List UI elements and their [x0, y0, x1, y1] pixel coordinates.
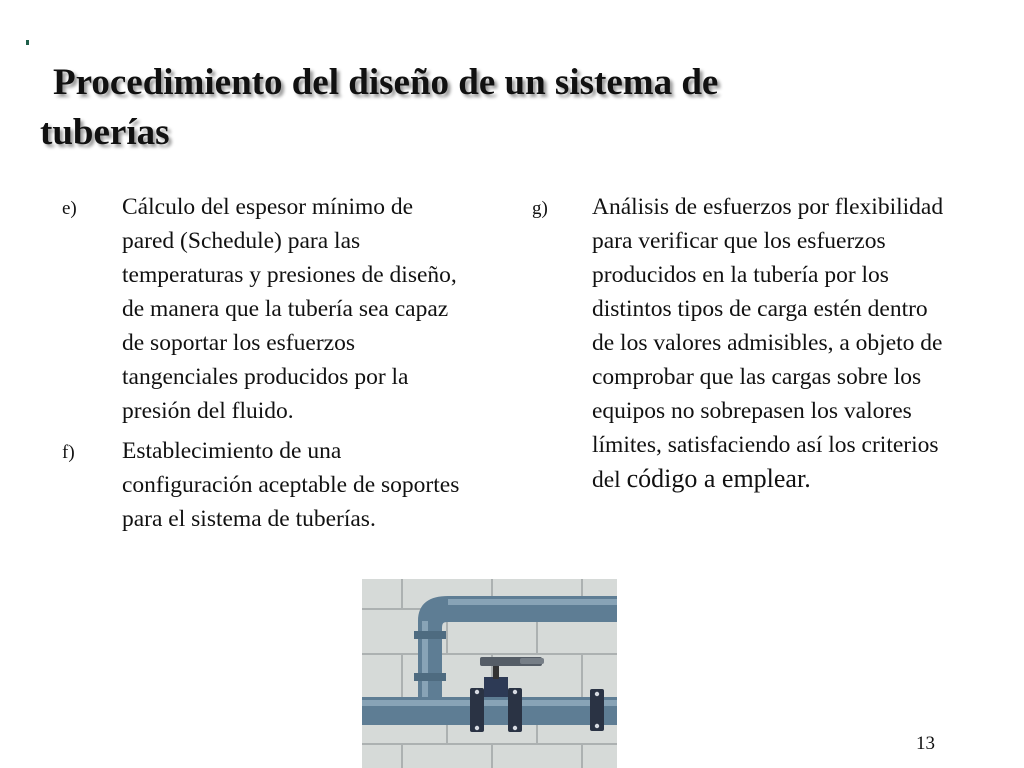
right-column: [532, 190, 952, 503]
slide-title: [40, 58, 920, 158]
item-text-e: Cálculo del espesor mínimo de pared (Schedule) para las temperaturas y presiones de diseño, de manera que la tubería sea capaz de soportar los esfuerzos tangenciales producidos por la presión del fluido.: [122, 194, 457, 424]
item-marker-f: f): [62, 442, 75, 463]
list-item-f: [62, 434, 462, 536]
item-text-g-end: código a emplear.: [626, 464, 811, 493]
list-item-e: [62, 190, 462, 428]
corner-mark: [26, 40, 29, 45]
left-column: [62, 190, 462, 542]
item-text-g: Análisis de esfuerzos por flexibilidad para verificar que los esfuerzos producidos en la tubería por los distintos tipos de carga estén dentro de los valores admisibles, a objeto de comprobar que las cargas sobre los equipos no sobrepasen los valores límites, satisfaciendo así los criterios del: [592, 194, 944, 493]
item-marker-e: e): [62, 198, 77, 219]
slide-title-line-1: Procedimiento del diseño de un sistema de: [53, 62, 719, 103]
item-text-g-wrapper: [592, 190, 952, 497]
page-number: 13: [916, 733, 935, 754]
item-marker-g: g): [532, 198, 548, 219]
item-text-f: Establecimiento de una configuración aceptable de soportes para el sistema de tuberías.: [122, 438, 460, 532]
list-item-g: [532, 190, 952, 497]
slide-title-line-2: tuberías: [40, 112, 170, 153]
pipe-system-photo: [362, 579, 617, 768]
